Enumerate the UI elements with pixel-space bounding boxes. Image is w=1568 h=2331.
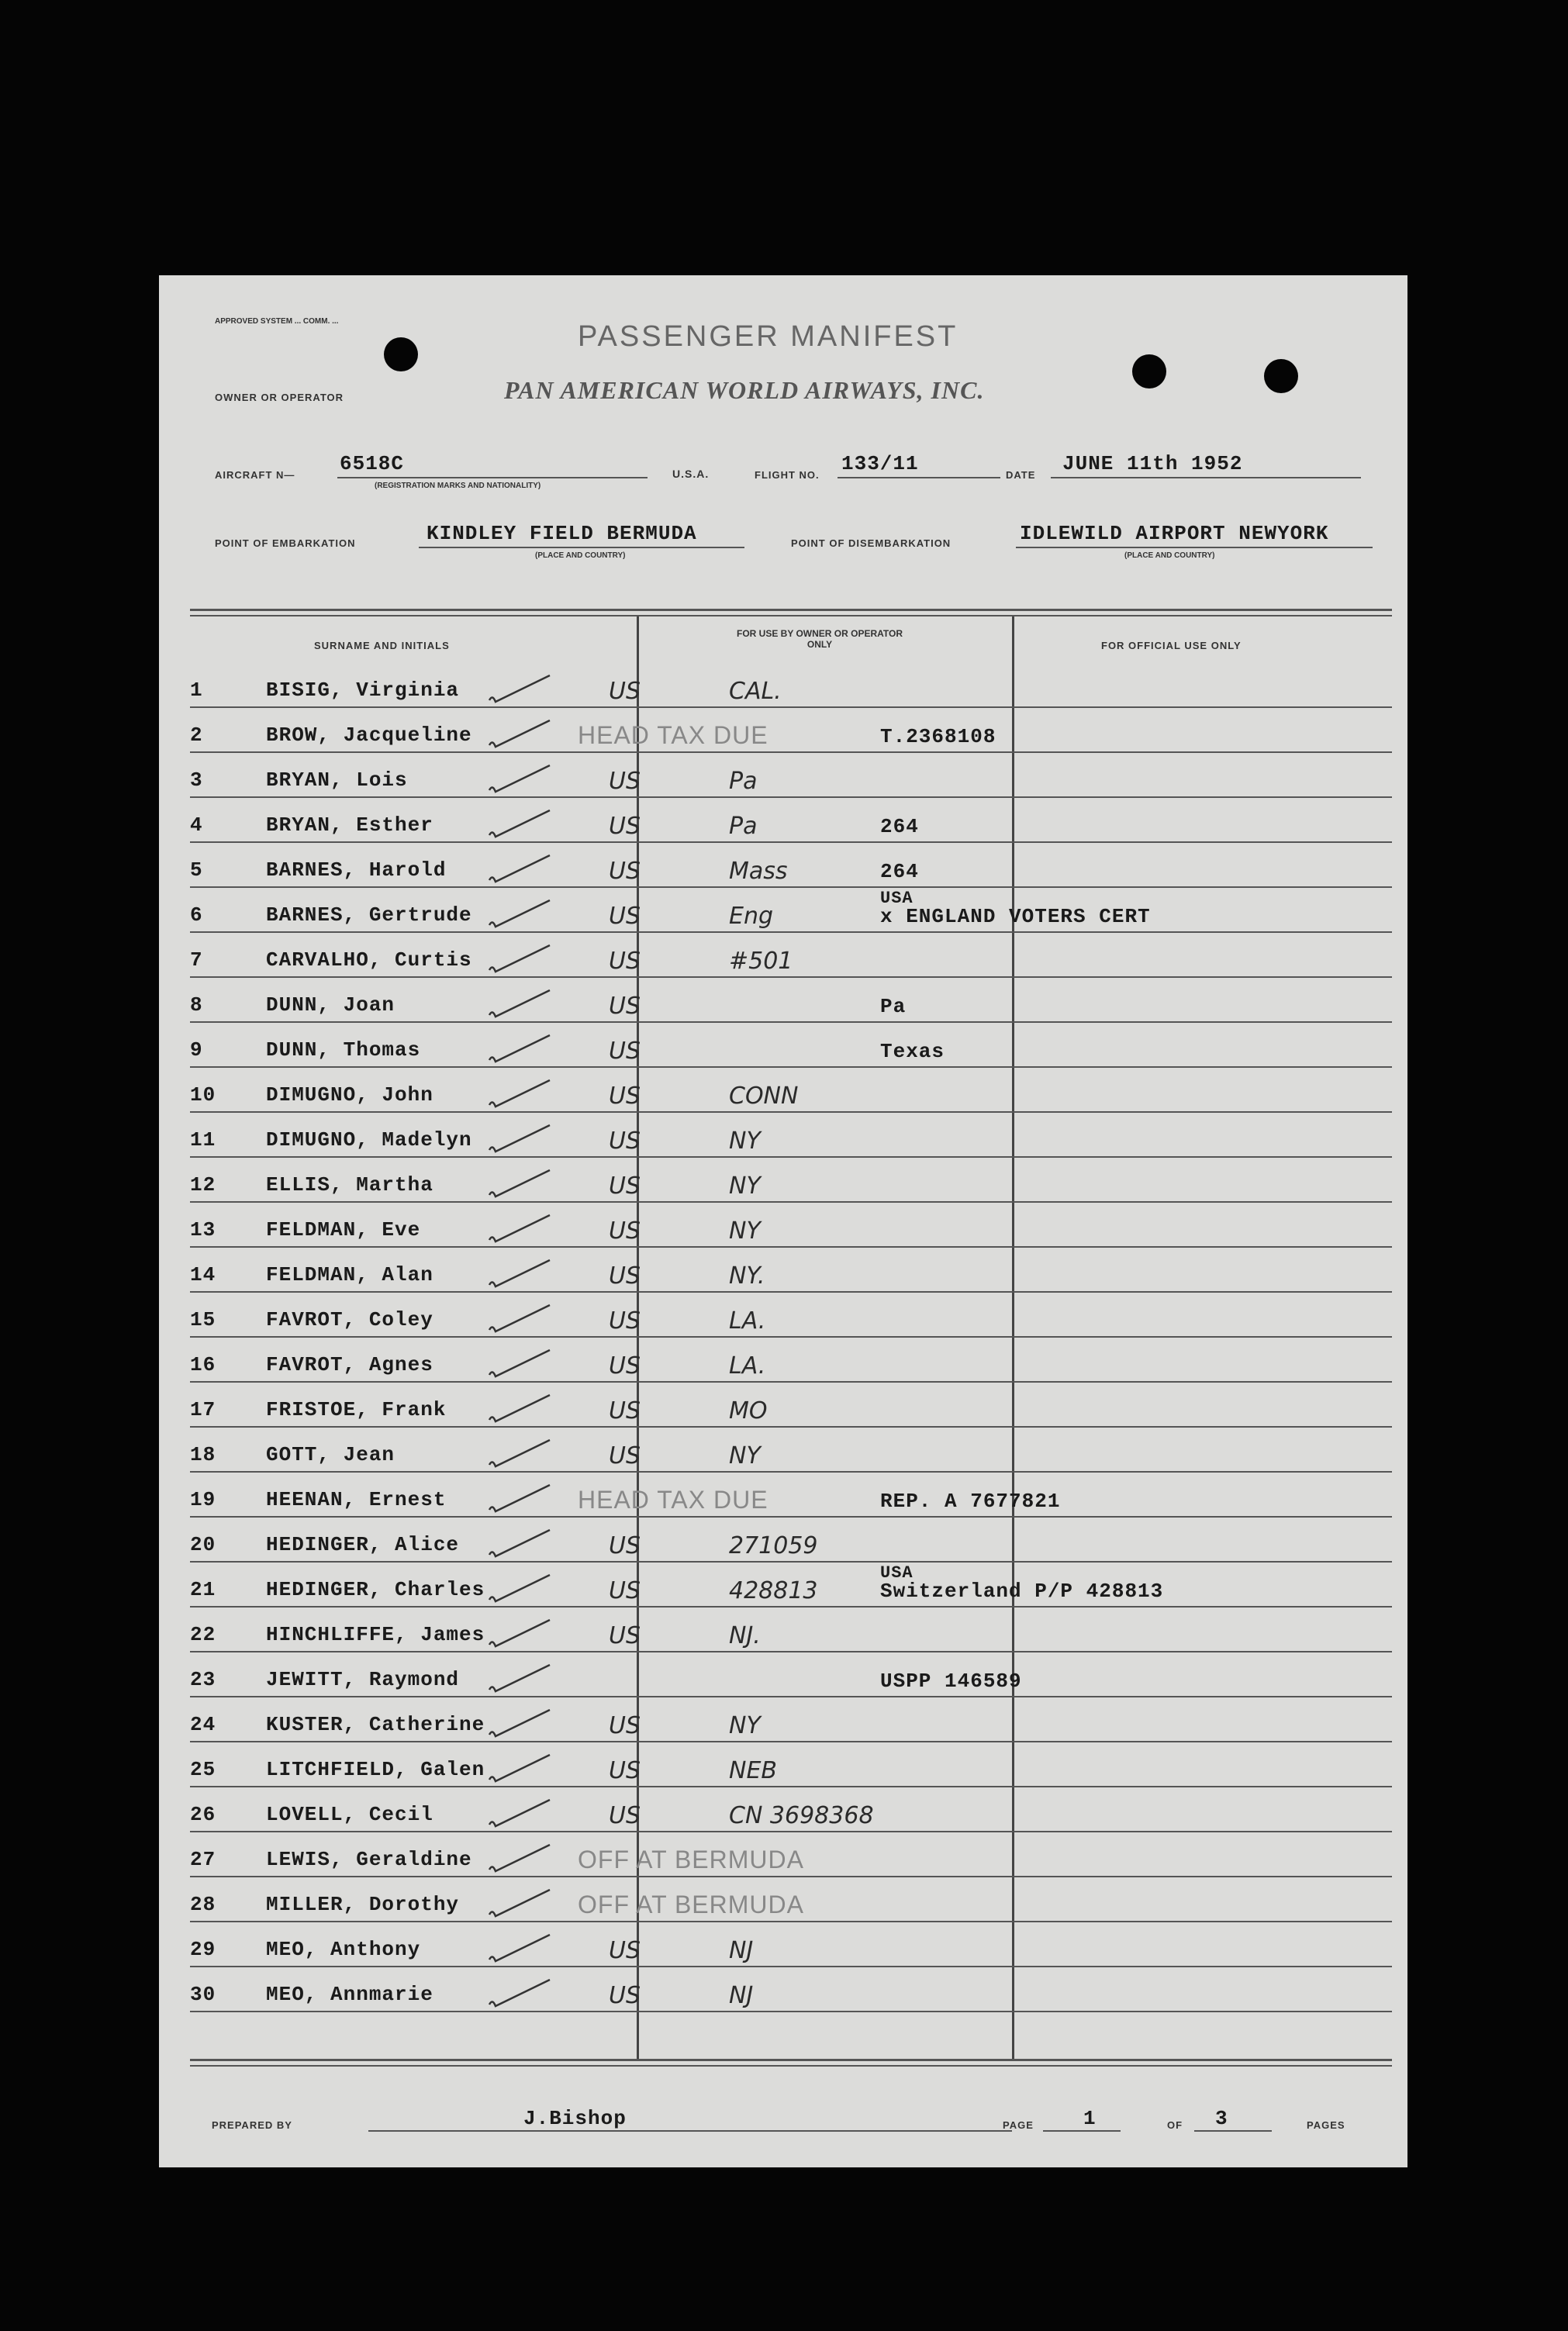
state-note: CAL. bbox=[729, 678, 782, 705]
citizenship-note: US bbox=[609, 813, 641, 840]
check-mark-icon bbox=[485, 1255, 554, 1290]
state-note: NY. bbox=[729, 1262, 765, 1290]
passenger-name: JEWITT, Raymond bbox=[266, 1668, 460, 1691]
passenger-row bbox=[190, 1383, 1392, 1428]
check-mark-icon bbox=[485, 986, 554, 1020]
passenger-row bbox=[190, 1832, 1392, 1877]
state-note: MO bbox=[729, 1397, 768, 1424]
check-mark-icon bbox=[485, 1210, 554, 1245]
passenger-name: MEO, Anthony bbox=[266, 1938, 421, 1961]
state-note: NY bbox=[729, 1172, 761, 1200]
passenger-row bbox=[190, 1518, 1392, 1563]
passenger-row bbox=[190, 1068, 1392, 1113]
check-mark-icon bbox=[485, 1930, 554, 1964]
official-note-top: USA bbox=[880, 889, 914, 908]
punch-hole bbox=[384, 337, 418, 371]
passenger-row bbox=[190, 1742, 1392, 1787]
state-note: NEB bbox=[729, 1757, 777, 1784]
row-number: 14 bbox=[190, 1263, 216, 1286]
state-note: LA. bbox=[729, 1307, 766, 1335]
passenger-name: HEDINGER, Alice bbox=[266, 1533, 460, 1556]
passenger-name: ELLIS, Martha bbox=[266, 1173, 433, 1197]
state-note: NY bbox=[729, 1712, 761, 1739]
passenger-row bbox=[190, 1428, 1392, 1473]
row-number: 24 bbox=[190, 1713, 216, 1736]
registration-caption: (REGISTRATION MARKS AND NATIONALITY) bbox=[375, 482, 541, 490]
state-note: 428813 bbox=[729, 1577, 818, 1604]
operator-name: PAN AMERICAN WORLD AIRWAYS, INC. bbox=[504, 376, 985, 404]
citizenship-note: US bbox=[609, 768, 641, 795]
usa-label: U.S.A. bbox=[672, 468, 710, 480]
passenger-name: FELDMAN, Alan bbox=[266, 1263, 433, 1286]
passenger-row bbox=[190, 1608, 1392, 1652]
citizenship-note: US bbox=[609, 1532, 641, 1559]
row-number: 9 bbox=[190, 1038, 203, 1062]
citizenship-note: US bbox=[609, 1937, 641, 1964]
citizenship-note: US bbox=[609, 1352, 641, 1380]
row-number: 20 bbox=[190, 1533, 216, 1556]
disembarkation-label: POINT OF DISEMBARKATION bbox=[791, 537, 952, 549]
state-note: 271059 bbox=[729, 1532, 818, 1559]
owner-use-column-header: FOR USE BY OWNER OR OPERATOR ONLY bbox=[736, 628, 903, 650]
row-number: 15 bbox=[190, 1308, 216, 1331]
owner-label: OWNER OR OPERATOR bbox=[215, 392, 344, 403]
citizenship-note: US bbox=[609, 1128, 641, 1155]
stamp-text: HEAD TAX DUE bbox=[578, 1486, 768, 1514]
embarkation-caption: (PLACE AND COUNTRY) bbox=[535, 551, 626, 560]
row-number: 19 bbox=[190, 1488, 216, 1511]
citizenship-note: US bbox=[609, 1083, 641, 1110]
check-mark-icon bbox=[485, 1031, 554, 1065]
row-number: 27 bbox=[190, 1848, 216, 1871]
passenger-row bbox=[190, 708, 1392, 753]
passenger-row bbox=[190, 1473, 1392, 1518]
passenger-name: BRYAN, Lois bbox=[266, 768, 408, 792]
check-mark-icon bbox=[485, 1615, 554, 1649]
passenger-row bbox=[190, 753, 1392, 798]
check-mark-icon bbox=[485, 1300, 554, 1335]
passenger-row bbox=[190, 663, 1392, 708]
disembarkation-caption: (PLACE AND COUNTRY) bbox=[1124, 551, 1215, 560]
citizenship-note: US bbox=[609, 993, 641, 1020]
passenger-name: KUSTER, Catherine bbox=[266, 1713, 485, 1736]
total-pages: 3 bbox=[1215, 2107, 1228, 2130]
passenger-name: FAVROT, Agnes bbox=[266, 1353, 433, 1376]
row-number: 7 bbox=[190, 948, 203, 972]
embarkation-point: KINDLEY FIELD BERMUDA bbox=[427, 522, 697, 545]
row-number: 4 bbox=[190, 813, 203, 837]
page-label: PAGE bbox=[1003, 2119, 1034, 2131]
passenger-row bbox=[190, 1697, 1392, 1742]
row-number: 6 bbox=[190, 903, 203, 927]
row-number: 26 bbox=[190, 1803, 216, 1826]
passenger-name: BARNES, Gertrude bbox=[266, 903, 472, 927]
stamp-text: OFF AT BERMUDA bbox=[578, 1891, 804, 1918]
aircraft-label: AIRCRAFT N— bbox=[215, 469, 295, 481]
passenger-name: DUNN, Thomas bbox=[266, 1038, 421, 1062]
passenger-name: HINCHLIFFE, James bbox=[266, 1623, 485, 1646]
approval-note: APPROVED SYSTEM ... COMM. ... bbox=[215, 317, 339, 326]
passenger-row bbox=[190, 798, 1392, 843]
row-number: 3 bbox=[190, 768, 203, 792]
passenger-name: BISIG, Virginia bbox=[266, 679, 460, 702]
passenger-name: GOTT, Jean bbox=[266, 1443, 395, 1466]
citizenship-note: US bbox=[609, 858, 641, 885]
state-note: CN 3698368 bbox=[729, 1802, 874, 1829]
page-number: 1 bbox=[1083, 2107, 1097, 2130]
check-mark-icon bbox=[485, 1885, 554, 1919]
check-mark-icon bbox=[485, 1975, 554, 2009]
official-note: T.2368108 bbox=[880, 725, 996, 748]
passenger-row bbox=[190, 1158, 1392, 1203]
state-note: NY bbox=[729, 1217, 761, 1245]
state-note: Pa bbox=[729, 768, 758, 795]
state-note: NY bbox=[729, 1128, 761, 1155]
check-mark-icon bbox=[485, 1705, 554, 1739]
passenger-name: BRYAN, Esther bbox=[266, 813, 433, 837]
check-mark-icon bbox=[485, 1076, 554, 1110]
check-mark-icon bbox=[485, 941, 554, 975]
row-number: 2 bbox=[190, 723, 203, 747]
flight-label: FLIGHT NO. bbox=[755, 469, 820, 481]
row-number: 23 bbox=[190, 1668, 216, 1691]
passenger-name: LITCHFIELD, Galen bbox=[266, 1758, 485, 1781]
passenger-name: DUNN, Joan bbox=[266, 993, 395, 1017]
passenger-name: FRISTOE, Frank bbox=[266, 1398, 447, 1421]
passenger-row bbox=[190, 1023, 1392, 1068]
row-number: 18 bbox=[190, 1443, 216, 1466]
official-note: Pa bbox=[880, 995, 907, 1018]
state-note: Eng bbox=[729, 903, 774, 930]
flight-number: 133/11 bbox=[841, 452, 919, 475]
check-mark-icon bbox=[485, 1525, 554, 1559]
state-note: NJ. bbox=[729, 1622, 761, 1649]
official-note: x ENGLAND VOTERS CERT bbox=[880, 905, 1151, 928]
citizenship-note: US bbox=[609, 1217, 641, 1245]
passenger-name: HEENAN, Ernest bbox=[266, 1488, 447, 1511]
row-number: 11 bbox=[190, 1128, 216, 1152]
row-number: 28 bbox=[190, 1893, 216, 1916]
row-number: 13 bbox=[190, 1218, 216, 1241]
passenger-row bbox=[190, 1787, 1392, 1832]
check-mark-icon bbox=[485, 671, 554, 705]
passenger-row bbox=[190, 978, 1392, 1023]
state-note: NY bbox=[729, 1442, 761, 1469]
check-mark-icon bbox=[485, 1345, 554, 1380]
citizenship-note: US bbox=[609, 1982, 641, 2009]
aircraft-number: 6518C bbox=[340, 452, 405, 475]
citizenship-note: US bbox=[609, 1172, 641, 1200]
passenger-row bbox=[190, 1652, 1392, 1697]
row-number: 8 bbox=[190, 993, 203, 1017]
check-mark-icon bbox=[485, 1121, 554, 1155]
stamp-text: HEAD TAX DUE bbox=[578, 721, 768, 749]
passenger-name: FELDMAN, Eve bbox=[266, 1218, 421, 1241]
state-note: NJ bbox=[729, 1982, 754, 2009]
state-note: CONN bbox=[729, 1083, 799, 1110]
check-mark-icon bbox=[485, 716, 554, 750]
row-number: 30 bbox=[190, 1983, 216, 2006]
official-note: USPP 146589 bbox=[880, 1670, 1022, 1693]
passenger-name: CARVALHO, Curtis bbox=[266, 948, 472, 972]
citizenship-note: US bbox=[609, 903, 641, 930]
passenger-row bbox=[190, 843, 1392, 888]
state-note: #501 bbox=[729, 948, 793, 975]
citizenship-note: US bbox=[609, 1577, 641, 1604]
row-number: 5 bbox=[190, 858, 203, 882]
row-number: 22 bbox=[190, 1623, 216, 1646]
official-note-top: USA bbox=[880, 1563, 914, 1583]
embarkation-label: POINT OF EMBARKATION bbox=[215, 537, 356, 549]
passenger-row bbox=[190, 1922, 1392, 1967]
passenger-row bbox=[190, 1203, 1392, 1248]
official-use-column-header: FOR OFFICIAL USE ONLY bbox=[1101, 640, 1242, 651]
citizenship-note: US bbox=[609, 1802, 641, 1829]
citizenship-note: US bbox=[609, 1442, 641, 1469]
check-mark-icon bbox=[485, 851, 554, 885]
passenger-row bbox=[190, 1248, 1392, 1293]
check-mark-icon bbox=[485, 1570, 554, 1604]
check-mark-icon bbox=[485, 1435, 554, 1469]
passenger-name: FAVROT, Coley bbox=[266, 1308, 433, 1331]
passenger-name: DIMUGNO, Madelyn bbox=[266, 1128, 472, 1152]
row-number: 12 bbox=[190, 1173, 216, 1197]
passenger-row bbox=[190, 1563, 1392, 1608]
passenger-name: LEWIS, Geraldine bbox=[266, 1848, 472, 1871]
row-number: 10 bbox=[190, 1083, 216, 1107]
row-number: 16 bbox=[190, 1353, 216, 1376]
check-mark-icon bbox=[485, 1750, 554, 1784]
manifest-sheet bbox=[159, 275, 1407, 2167]
passenger-name: DIMUGNO, John bbox=[266, 1083, 433, 1107]
passenger-name: BROW, Jacqueline bbox=[266, 723, 472, 747]
pages-label: PAGES bbox=[1307, 2119, 1345, 2131]
passenger-name: BARNES, Harold bbox=[266, 858, 447, 882]
check-mark-icon bbox=[485, 1480, 554, 1514]
citizenship-note: US bbox=[609, 1397, 641, 1424]
row-number: 29 bbox=[190, 1938, 216, 1961]
check-mark-icon bbox=[485, 896, 554, 930]
check-mark-icon bbox=[485, 761, 554, 795]
stamp-text: OFF AT BERMUDA bbox=[578, 1846, 804, 1873]
check-mark-icon bbox=[485, 806, 554, 840]
row-number: 25 bbox=[190, 1758, 216, 1781]
passenger-name: MEO, Annmarie bbox=[266, 1983, 433, 2006]
prepared-by-label: PREPARED BY bbox=[212, 2119, 292, 2131]
state-note: LA. bbox=[729, 1352, 766, 1380]
disembarkation-point: IDLEWILD AIRPORT NEWYORK bbox=[1020, 522, 1329, 545]
passenger-name: MILLER, Dorothy bbox=[266, 1893, 460, 1916]
passenger-row bbox=[190, 1967, 1392, 2012]
form-title: PASSENGER MANIFEST bbox=[578, 320, 958, 353]
date-label: DATE bbox=[1006, 469, 1036, 481]
official-note: Texas bbox=[880, 1040, 945, 1063]
citizenship-note: US bbox=[609, 1262, 641, 1290]
citizenship-note: US bbox=[609, 1038, 641, 1065]
citizenship-note: US bbox=[609, 1307, 641, 1335]
passenger-row bbox=[190, 888, 1392, 933]
official-note: 264 bbox=[880, 860, 919, 883]
passenger-row bbox=[190, 933, 1392, 978]
check-mark-icon bbox=[485, 1795, 554, 1829]
check-mark-icon bbox=[485, 1166, 554, 1200]
prepared-by: J.Bishop bbox=[523, 2107, 627, 2130]
passenger-row bbox=[190, 1338, 1392, 1383]
flight-date: JUNE 11th 1952 bbox=[1062, 452, 1243, 475]
state-note: Mass bbox=[729, 858, 788, 885]
row-number: 21 bbox=[190, 1578, 216, 1601]
punch-hole bbox=[1264, 359, 1298, 393]
citizenship-note: US bbox=[609, 1757, 641, 1784]
check-mark-icon bbox=[485, 1390, 554, 1424]
citizenship-note: US bbox=[609, 1712, 641, 1739]
passenger-row bbox=[190, 1877, 1392, 1922]
surname-column-header: SURNAME AND INITIALS bbox=[314, 640, 450, 651]
check-mark-icon bbox=[485, 1840, 554, 1874]
check-mark-icon bbox=[485, 1660, 554, 1694]
state-note: Pa bbox=[729, 813, 758, 840]
official-note: REP. A 7677821 bbox=[880, 1490, 1061, 1513]
punch-hole bbox=[1132, 354, 1166, 388]
citizenship-note: US bbox=[609, 948, 641, 975]
official-note: 264 bbox=[880, 815, 919, 838]
official-note: Switzerland P/P 428813 bbox=[880, 1580, 1164, 1603]
passenger-name: HEDINGER, Charles bbox=[266, 1578, 485, 1601]
passenger-name: LOVELL, Cecil bbox=[266, 1803, 433, 1826]
citizenship-note: US bbox=[609, 678, 641, 705]
of-label: OF bbox=[1167, 2119, 1183, 2131]
passenger-row bbox=[190, 1113, 1392, 1158]
row-number: 17 bbox=[190, 1398, 216, 1421]
row-number: 1 bbox=[190, 679, 203, 702]
state-note: NJ bbox=[729, 1937, 754, 1964]
passenger-row bbox=[190, 1293, 1392, 1338]
citizenship-note: US bbox=[609, 1622, 641, 1649]
